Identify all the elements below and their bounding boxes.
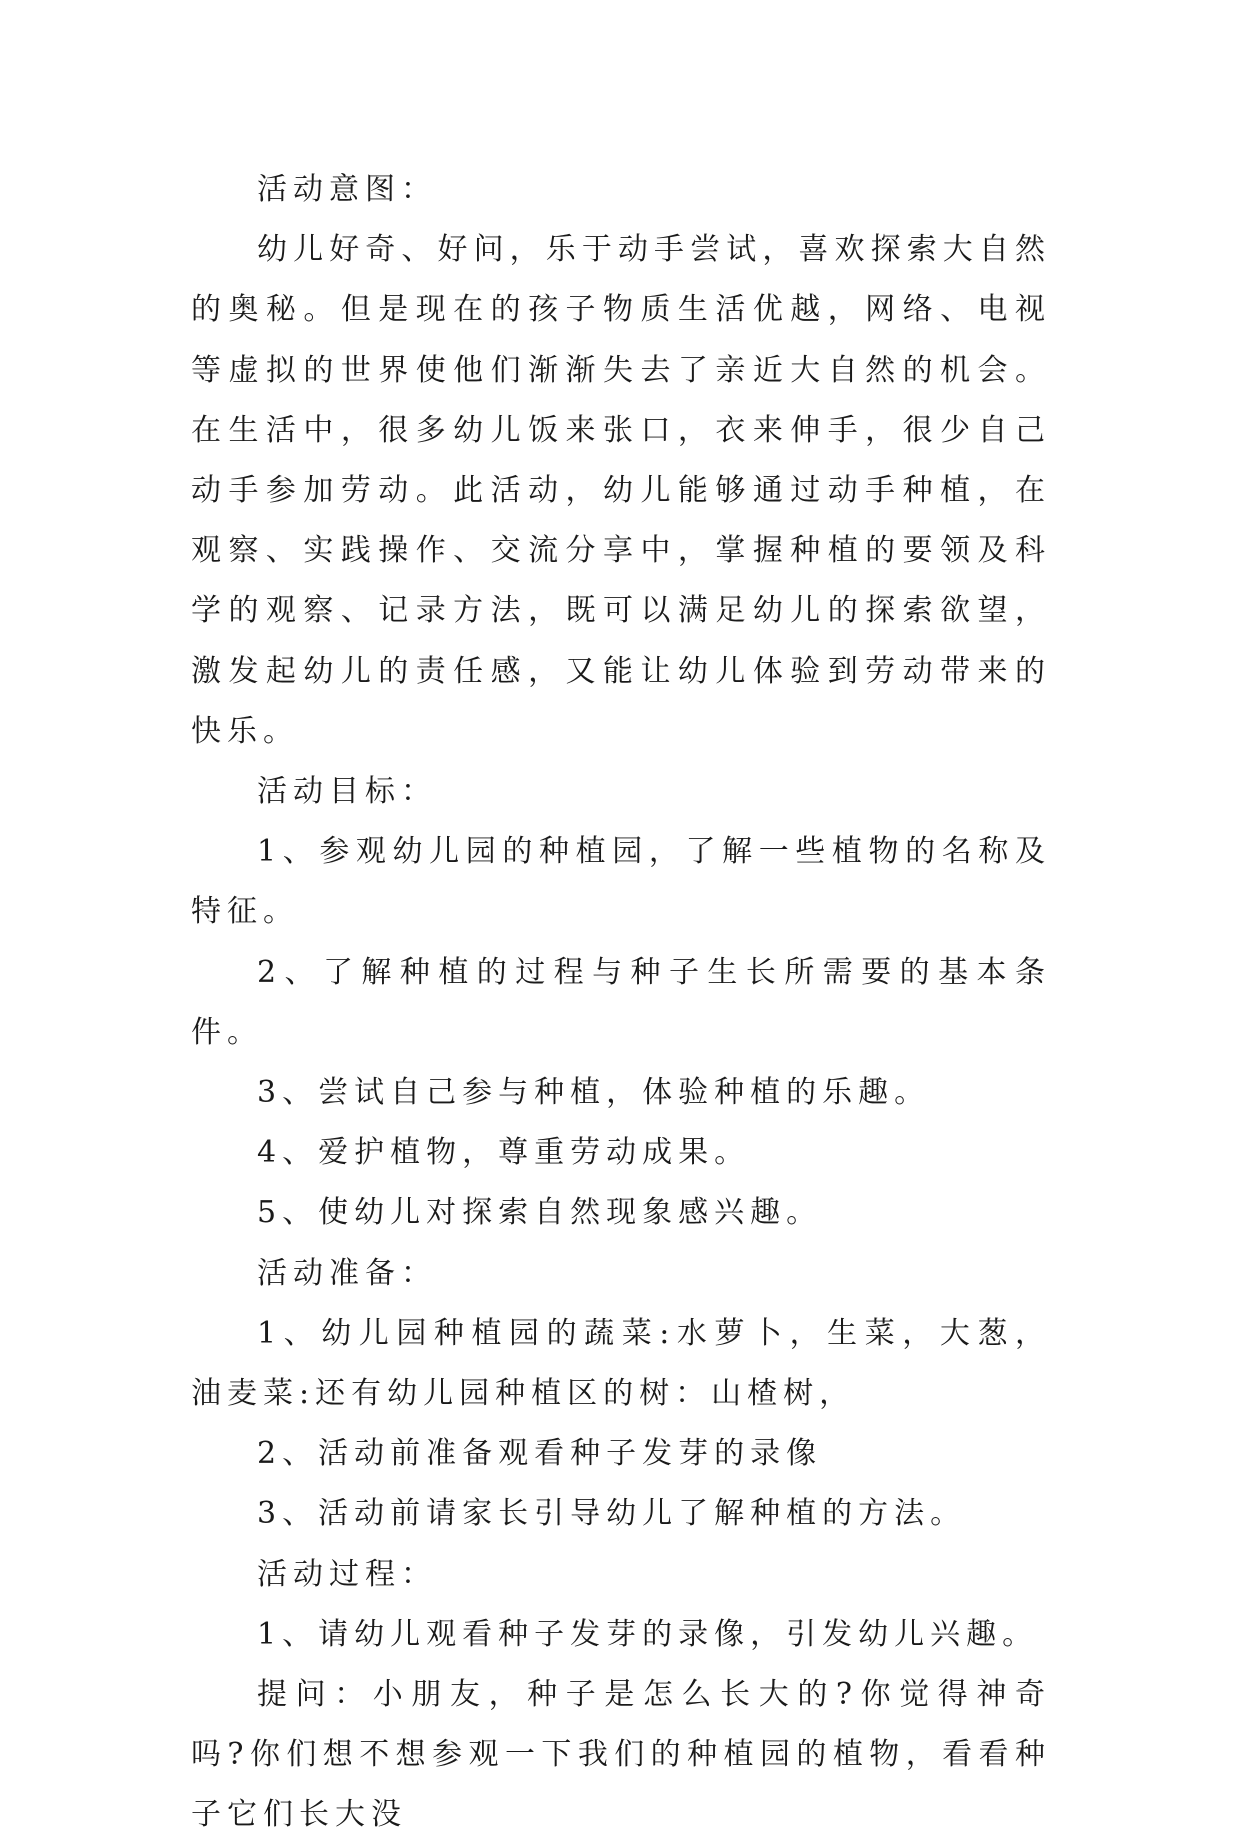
preparation-item-3: 3、活动前请家长引导幼儿了解种植的方法。: [257, 1496, 967, 1532]
goal-item-2: 2、了解种植的过程与种子生长所需要的基本条件。: [191, 954, 1051, 1050]
process-item-1: 1、请幼儿观看种子发芽的录像，引发幼儿兴趣。: [257, 1616, 1039, 1652]
goal-item-1: 1、参观幼儿园的种植园，了解一些植物的名称及特征。: [191, 834, 1051, 930]
paragraph-intent-body: 幼儿好奇、好问，乐于动手尝试，喜欢探索大自然的奥秘。但是现在的孩子物质生活优越，网络、电视等虚拟的世界使他们渐渐失去了亲近大自然的机会。在生活中，很多幼儿饭来张口，衣来伸手，很少自己动手参加劳动。此活动，幼儿能够通过动手种植，在观察、实践操作、交流分享中，掌握种植的要领及科学的观察、记录方法，既可以满足幼儿的探索欲望，激发起幼儿的责任感，又能让幼儿体验到劳动带来的快乐。: [191, 232, 1051, 749]
heading-activity-process: 活动过程：: [257, 1556, 437, 1592]
preparation-item-1: 1、幼儿园种植园的蔬菜:水萝卜，生菜，大葱，油麦菜:还有幼儿园种植区的树：山楂树，: [191, 1315, 1051, 1412]
heading-activity-intent: 活动意图：: [257, 172, 437, 207]
goal-item-5: 5、使幼儿对探索自然现象感兴趣。: [257, 1195, 823, 1231]
goal-item-4: 4、爱护植物，尊重劳动成果。: [257, 1135, 751, 1171]
process-question: 提问：小朋友，种子是怎么长大的?你觉得神奇吗?你们想不想参观一下我们的种植园的植物，看看种子它们长大没: [191, 1677, 1051, 1833]
preparation-item-2: 2、活动前准备观看种子发芽的录像: [257, 1436, 823, 1472]
document-body: [191, 160, 1051, 1846]
goal-item-3: 3、尝试自己参与种植，体验种植的乐趣。: [257, 1075, 931, 1111]
heading-activity-preparation: 活动准备：: [257, 1255, 437, 1291]
heading-activity-goals: 活动目标：: [257, 774, 437, 810]
